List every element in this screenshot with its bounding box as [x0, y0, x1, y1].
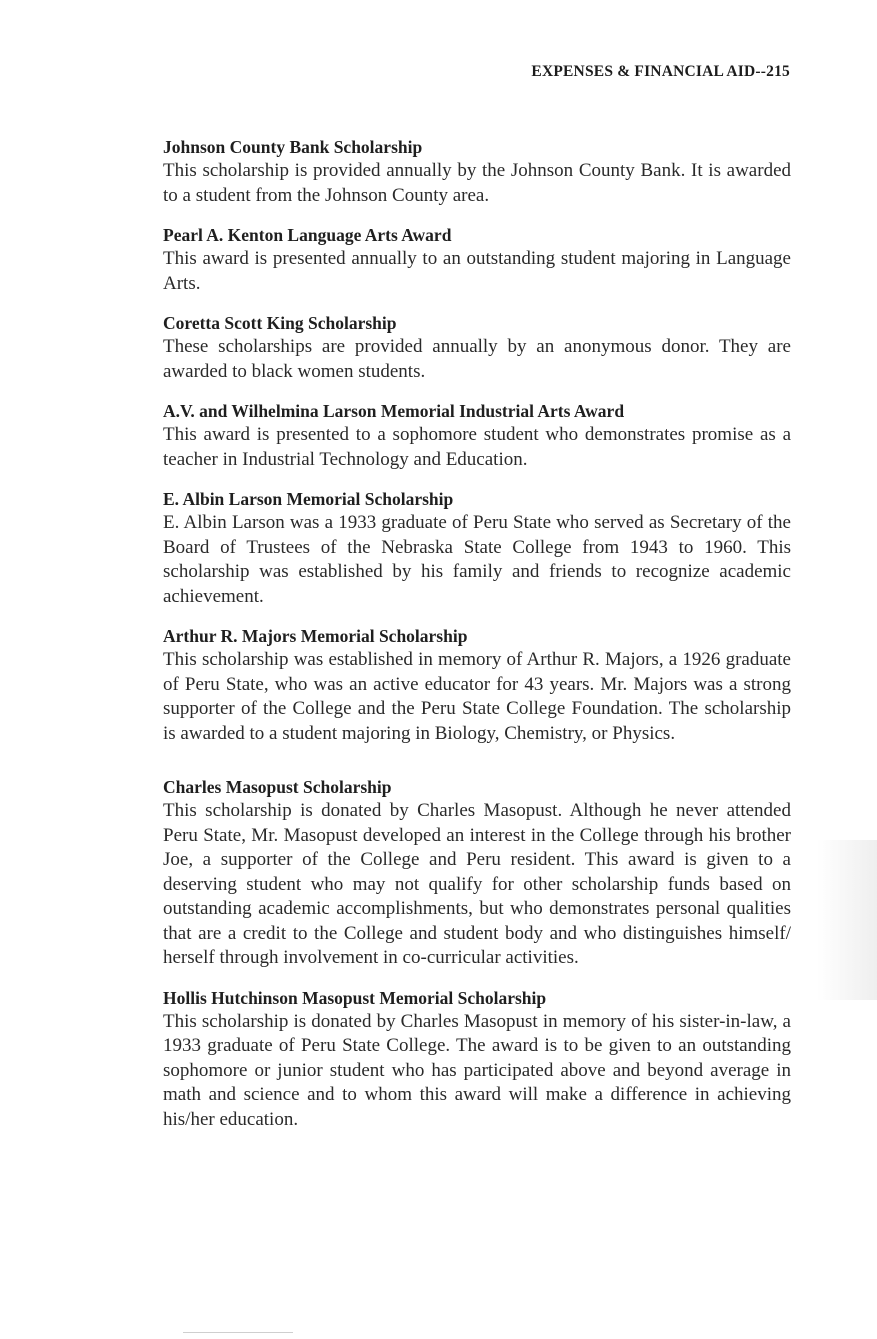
scholarship-title: Pearl A. Kenton Language Arts Award [163, 225, 452, 245]
scholarship-entry [163, 625, 791, 746]
running-head: EXPENSES & FINANCIAL AID--215 [531, 63, 790, 80]
footer-rule [183, 1332, 293, 1333]
scholarship-title: Coretta Scott King Scholarship [163, 313, 397, 333]
scholarship-title: Hollis Hutchinson Masopust Memorial Scholarship [163, 987, 547, 1008]
scholarship-entry [163, 136, 791, 208]
scholarship-title: Charles Masopust Scholarship [163, 777, 392, 797]
scholarship-description: This scholarship is provided annually by the Johnson County Bank. It is awarded to a student from the Johnson County area. [163, 160, 791, 206]
scholarship-entry [163, 224, 791, 296]
scan-shadow [817, 840, 877, 1000]
scholarship-title: A.V. and Wilhelmina Larson Memorial Industrial Arts Award [163, 401, 625, 421]
scholarship-entry [163, 987, 791, 1133]
scholarship-entry [163, 400, 791, 472]
scholarship-description: These scholarships are provided annually by an anonymous donor. They are awarded to black women students. [163, 336, 791, 382]
scholarship-entry [163, 776, 791, 971]
scholarship-title: Johnson County Bank Scholarship [163, 137, 423, 157]
scholarship-entry [163, 488, 791, 609]
scholarship-title: E. Albin Larson Memorial Scholarship [163, 489, 454, 509]
scholarship-title: Arthur R. Majors Memorial Scholarship [163, 626, 468, 646]
scholarship-list [163, 136, 791, 1148]
scholarship-description: This scholarship is donated by Charles Masopust. Although he never attended Peru State, Mr. Masopust developed an interest in the College through his brother Joe, a supporter of the College and Peru resident. This award is given to a deserving student who may not qualify for other scholarship funds based on outstanding academic accomplishments, but who demonstrates personal qualities that are a credit to the College and student body and who distinguishes himself/​herself through involvement in co-curricular activities. [163, 800, 791, 968]
scholarship-description: E. Albin Larson was a 1933 graduate of Peru State who served as Secretary of the Board of Trustees of the Nebraska State College from 1943 to 1960. This scholarship was established by his family and friends to recognize academic achievement. [163, 512, 791, 607]
scholarship-description: This scholarship was established in memory of Arthur R. Majors, a 1926 graduate of Peru State, who was an active educator for 43 years. Mr. Majors was a strong supporter of the College and the Peru State College Foundation. The scholarship is awarded to a student majoring in Biology, Chemistry, or Physics. [163, 649, 791, 744]
scholarship-description: This scholarship is donated by Charles Masopust in memory of his sister-in-law, a 1933 graduate of Peru State College. The award is to be given to an outstanding sophomore or junior student who has participated above and beyond average in math and science and to whom this award will make a difference in achieving his/her education. [163, 1010, 791, 1130]
scholarship-description: This award is presented annually to an outstanding student majoring in Language Arts. [163, 248, 791, 294]
scholarship-entry [163, 312, 791, 384]
scholarship-description: This award is presented to a sophomore student who demonstrates promise as a teacher in Industrial Technology and Education. [163, 424, 791, 470]
